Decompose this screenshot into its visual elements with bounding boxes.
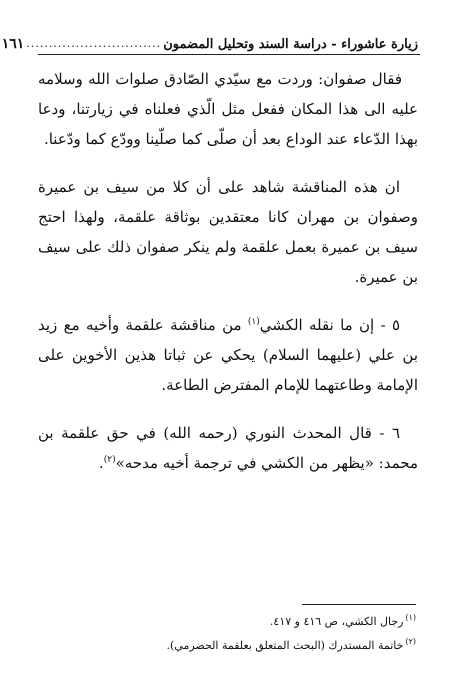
header-leader-dots: ..............................: [26, 37, 162, 50]
running-header: [1, 28, 418, 52]
main-text: [38, 64, 418, 496]
footnote-2: [60, 634, 416, 658]
paragraph-4-text-before: ٦ - قال المحدث النوري (رحمه الله) في حق علقمة بن محمد: «يظهر من الكشي في ترجمة أخيه مدحه»: [38, 424, 418, 472]
header-title: زيارة عاشوراء - دراسة السند وتحليل المضمون: [163, 37, 418, 52]
footnote-2-text: خاتمة المستدرك (البحث المتعلق بعلقمة الحضرمي).: [166, 639, 404, 652]
paragraph-2-text: ان هذه المناقشة شاهد على أن كلا من سيف بن عميرة وصفوان بن مهران كانا معتقدين بوثاقة علقمة، ولهذا احتج سيف بن عميرة بعمل علقمة ولم ينكر صفوان ذلك على سيف بن عميرة.: [38, 178, 418, 286]
footnote-ref-2[interactable]: (٢): [103, 455, 116, 465]
paragraph-1-text: فقال صفوان: وردت مع سيّدي الصّادق صلوات الله وسلامه عليه الى هذا المكان ففعل مثل الّذي فعلناه في زيارتنا، ودعا بهذا الدّعاء عند الوداع بعد أن صلّى كما صلّينا وودّع كما ودّعنا.: [38, 70, 418, 148]
page-number: ١٦١: [1, 36, 25, 52]
footnote-ref-1[interactable]: (١): [247, 317, 260, 327]
footnote-divider: [302, 604, 416, 605]
paragraph-3: [38, 310, 418, 400]
footnote-2-number: (٢): [405, 637, 416, 647]
paragraph-4-text-after: .: [98, 454, 104, 472]
paragraph-1: [38, 64, 418, 154]
footnote-1: [60, 610, 416, 634]
footnote-1-text: رجال الكشي، ص ٤١٦ و ٤١٧.: [269, 615, 404, 628]
paragraph-4: [38, 418, 418, 478]
header-divider: [38, 54, 420, 55]
footnote-1-number: (١): [405, 613, 416, 623]
paragraph-3-text-after: من مناقشة علقمة وأخيه مع زيد بن علي (عليهما السلام) يحكي عن ثباتا هذين الأخوين على الإمامة وطاعتهما للإمام المفترض الطاعة.: [38, 316, 418, 394]
paragraph-2: [38, 172, 418, 292]
footnotes: [60, 610, 416, 658]
paragraph-3-text-before: ٥ - إن ما نقله الكشي: [259, 316, 400, 334]
